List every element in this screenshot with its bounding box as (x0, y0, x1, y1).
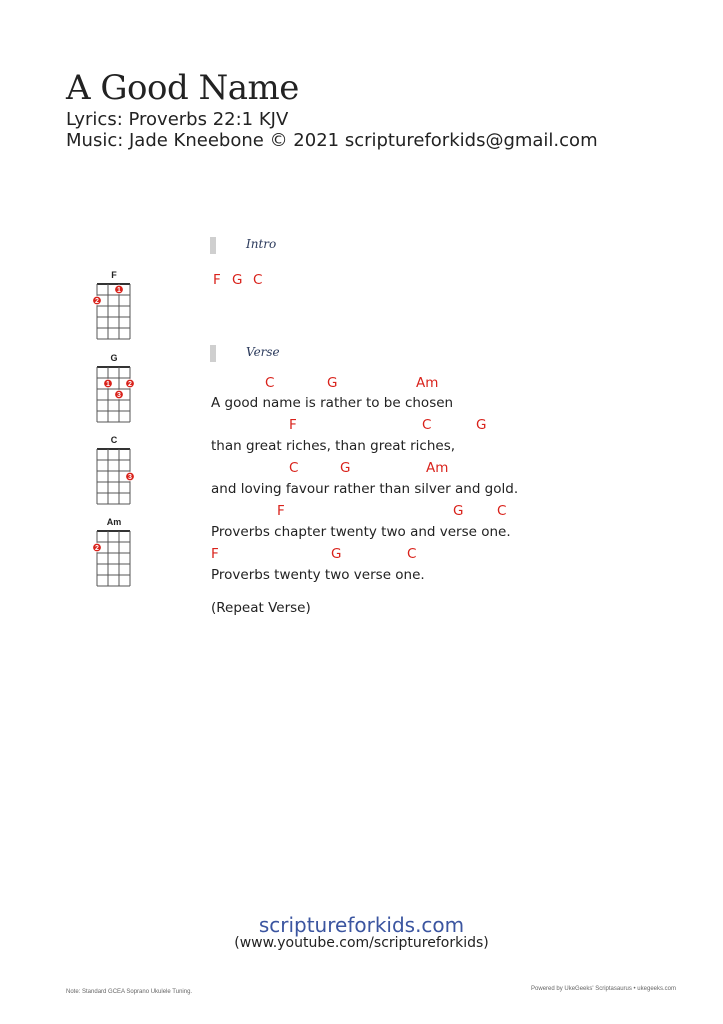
chord-symbol: G (327, 375, 338, 391)
fretboard-grid (96, 448, 132, 504)
section-header-intro (210, 237, 277, 254)
finger-number: 2 (95, 298, 99, 306)
chord-symbol: G (340, 460, 351, 476)
chord-diagram-name: Am (106, 517, 122, 527)
youtube-link[interactable]: (www.youtube.com/scriptureforkids) (234, 935, 489, 951)
lyric-line: Proverbs chapter twenty two and verse one. (211, 524, 511, 540)
lyrics-credit: Lyrics: Proverbs 22:1 KJV (66, 109, 289, 130)
finger-number: 2 (128, 381, 132, 389)
repeat-note: (Repeat Verse) (211, 600, 311, 616)
section-header-verse (210, 345, 280, 362)
chord-symbol: G (331, 546, 342, 562)
chord-symbol: C (422, 417, 432, 433)
lyric-line: Proverbs twenty two verse one. (211, 567, 425, 583)
chord-diagram-name: G (110, 353, 118, 363)
site-link[interactable]: scriptureforkids.com (258, 913, 465, 937)
tuning-note: Note: Standard GCEA Soprano Ukulele Tuning. (66, 989, 193, 995)
chord-symbol: C (497, 503, 507, 519)
chord-symbol: C (253, 272, 263, 288)
chord-symbol: G (232, 272, 243, 288)
finger-number: 3 (128, 474, 132, 482)
powered-by: Powered by UkeGeeks' Scriptasaurus • ukegeeks.com (531, 986, 676, 992)
chord-symbol: Am (416, 375, 439, 391)
chord-symbol: F (277, 503, 285, 519)
fretboard-grid (96, 366, 132, 422)
fretboard-grid (96, 530, 132, 586)
chord-diagram-name: C (110, 435, 118, 445)
finger-number: 3 (117, 392, 121, 400)
finger-number: 1 (106, 381, 110, 389)
chord-symbol: C (265, 375, 275, 391)
fretboard-grid (96, 283, 132, 339)
lyric-line: than great riches, than great riches, (211, 438, 456, 454)
chord-symbol: F (289, 417, 297, 433)
section-label: Intro (246, 237, 277, 251)
lyric-line: A good name is rather to be chosen (211, 395, 454, 411)
finger-number: 2 (95, 545, 99, 553)
song-title: A Good Name (66, 68, 299, 108)
chord-symbol: F (213, 272, 221, 288)
chord-symbol: G (476, 417, 487, 433)
chord-diagram-name: F (111, 270, 117, 280)
chord-symbol: C (407, 546, 417, 562)
chord-symbol: F (211, 546, 219, 562)
section-label: Verse (246, 345, 280, 359)
chord-symbol: Am (426, 460, 449, 476)
finger-number: 1 (117, 287, 121, 295)
chord-symbol: C (289, 460, 299, 476)
chord-symbol: G (453, 503, 464, 519)
music-credit: Music: Jade Kneebone © 2021 scriptureforkids@gmail.com (66, 130, 598, 151)
lyric-line: and loving favour rather than silver and gold. (211, 481, 519, 497)
